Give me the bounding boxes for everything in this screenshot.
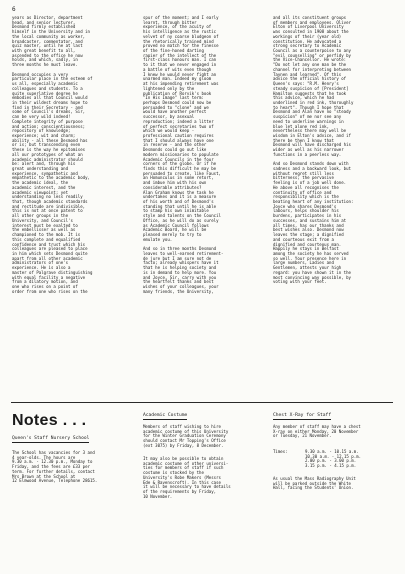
xray-body-2: As usual the Mass Radiography Unit will be parked outside the White Hall, facing the Students' Union. <box>273 476 356 491</box>
nursery-body: The School has vacancies for 3 and 4 year-olds. The hours are 9.30 a.m. - 12.30 p.m., Monday to Friday, and the fees are £33 per term. For further details, contact Mrs Brown at the School at 12 Elmwood Avenue, Telephone 28615. <box>12 450 98 484</box>
article-column-2: spur of the moment; and I early learnt, through bitter experience, of the acuity of his intelligence as the rustic velvet of ny coarse bludgeon of the rhetorically trained mind proved no match for the finesse of the fine-honed darting rapier of the intellect of the first-class honours man. I can to it that we never engaged in a battle of wits even though I knew he would never fight an unarmed man. Indeed my gloom at his impending retirement was lightened only by the publication of Rorvik's book "In His Image" last term: perhaps Desmond could now be persuaded to "clone" and we would have another perfect successor, by asexual reproduction; indeed a litter of perfect secretaries two of which we would keep - professional caution requires that I should always have one in reserve - and the other Desmonds could go out like modern missionaries to populate Academic Councils in the four corners of the globe. Or if he finds this difficult he may be persuaded to create, like Faust, an Homunculus in some retort, and imbue him with his own considerable attributes? Alan Graham knows the task he undertakes and it is a measure of his worth and of Desmond's standing that until he is able to stamp his own inimitable style and talents on the Council Office, as he will do as surely as Academic Council follows Academic Board, he will be pleased merely to try to emulate you. And so in three months Desmond leaves to well-earned retirement- de jure but I am sure not de facto; already whispers have it that he is helping society and is in demand to help more. You and Joyce, Sir, carry with you the heartfelt thanks and best wishes of your colleagues, your many friends, the University, <box>143 15 224 294</box>
xray-times: 9.30 a.m. - 10.15 a.m. 10.30 a.m. - 12.15 p.m. 2.00 p.m. - 3.00 p.m. 3.15 p.m. - 4.15 p.m. <box>305 449 362 469</box>
costume-body-1: Members of staff wishing to hire academic costume of this University for the Winter Graduation Ceremony should contact Mr Topping's Office (ext 3075) by Friday, 8 December. <box>143 424 229 448</box>
nursery-heading: Queen's Staff Nursery School <box>12 436 90 441</box>
section-divider <box>11 402 393 403</box>
article-column-3: and all its constituent groups of members and employees. Oliver Elton of Liverpool University was consulted in 1908 about the workings of their (year old) constitution. He advocated a strong secretary to Academic Council as a counterpoise to any "evil counselling" or perfidy by the Vice-Chancellor. He wrote: "Do not let any one man be the channel for interpreting between Taynen and learned". Of this advice the official history of Queen's says: "R.M. Henry's steady suspicion of [President] Hamilton suggests that he took this advice, which he had underlined in red ink, thoroughly to heart". Though I hope that Desmond and Alan have no "steady suspicion" of me nor see any need to underline warnings in blue let alone red ink, nevertheless there may well be wisdom in Elton's advice, and if there be then I know that Desmond will have discharged his wider as well as his narrower functions in a peerless way. And so Desmond stands down with sadness and a backward look, but without regret still less bitterness; the pervasive feeling is of a job well done. He above all recognises the continuity of office and responsibility which is the beating heart of any institution: Joyce who shares Desmond's labours, helps shoulder his burdens, participates in his successes, and sustains him at all times, has our thanks and best wishes also. Desmond now leaves the stage; a dignified and courteous exit from a dignified and courteous man. Happily he stays in Belfast among the society he has served so well. Your presence here in large numbers, Ladies and Gentlemen, attests your high regard: you have shown it in the most convincing way possible, by voting with your feet. <box>273 15 354 285</box>
page-number: 6 <box>12 6 16 13</box>
costume-body-2: It may also be possible to obtain academic costume of other universi- ties for members of staff if such costume is stocked by the University's Robe Makers (Messrs Ede & Ravenscroft). In this case it will be necessary to have details of the requirements by Friday, 10 November. <box>143 456 231 499</box>
costume-heading: Academic Costume <box>143 413 188 418</box>
article-column-1: years as Director, department head, and senior lecturer, Desmond firmly established himself in the University and in the local community as worker, broadcaster, commentator, and quiz master, until he at last with great benefit to all, ascended to the office he now holds, and which, sadly, in three months he must leave. Desmond occupies a very particular place in the esteem of us all, especially academic colleagues and students. To a quite superlative degree he embodies all that Council would in their wildest dreams hope to find in their Secretary - and some of Council's dreams, Sir, can be very wild indeed! Complete integrity of purpose and action; conscientiousness; repository of knowledge; experience; wit and charm; ability - all these Desmond has or is; but transcending even these is the way he epitomises all our prototypes of what an academic administrator should be: alert and, through his great understanding and experience, sympathetic and empathetic to the academic body, the academic ideal, the academic interest, and the academic viewpoint; yet understanding no less readily that, though academic standards and rectitude are indivisible, this is not at once patent to all other groups in the University, and Council's interest must be exalted to the embellisser as well as championed to the mob. It is this complete and equalified confidence and trust which his colleagues are pleased to place in him which sets Desmond quite apart from all other academic administrators of one's experience. He is also a master of Palgrave distinguishing with equal facility a negative from a dilatory motion, and one who rises on a point of order from one who rises on the <box>12 15 93 294</box>
notes-title: Notes . . . <box>12 412 87 429</box>
xray-heading: Chest X-Ray for Staff <box>273 413 332 418</box>
xray-body-1: Any member of staff may have a chest X-ray on either Monday, 20 November or Tuesday, 21 November. <box>273 424 361 439</box>
xray-times-label: Times: <box>273 449 288 454</box>
